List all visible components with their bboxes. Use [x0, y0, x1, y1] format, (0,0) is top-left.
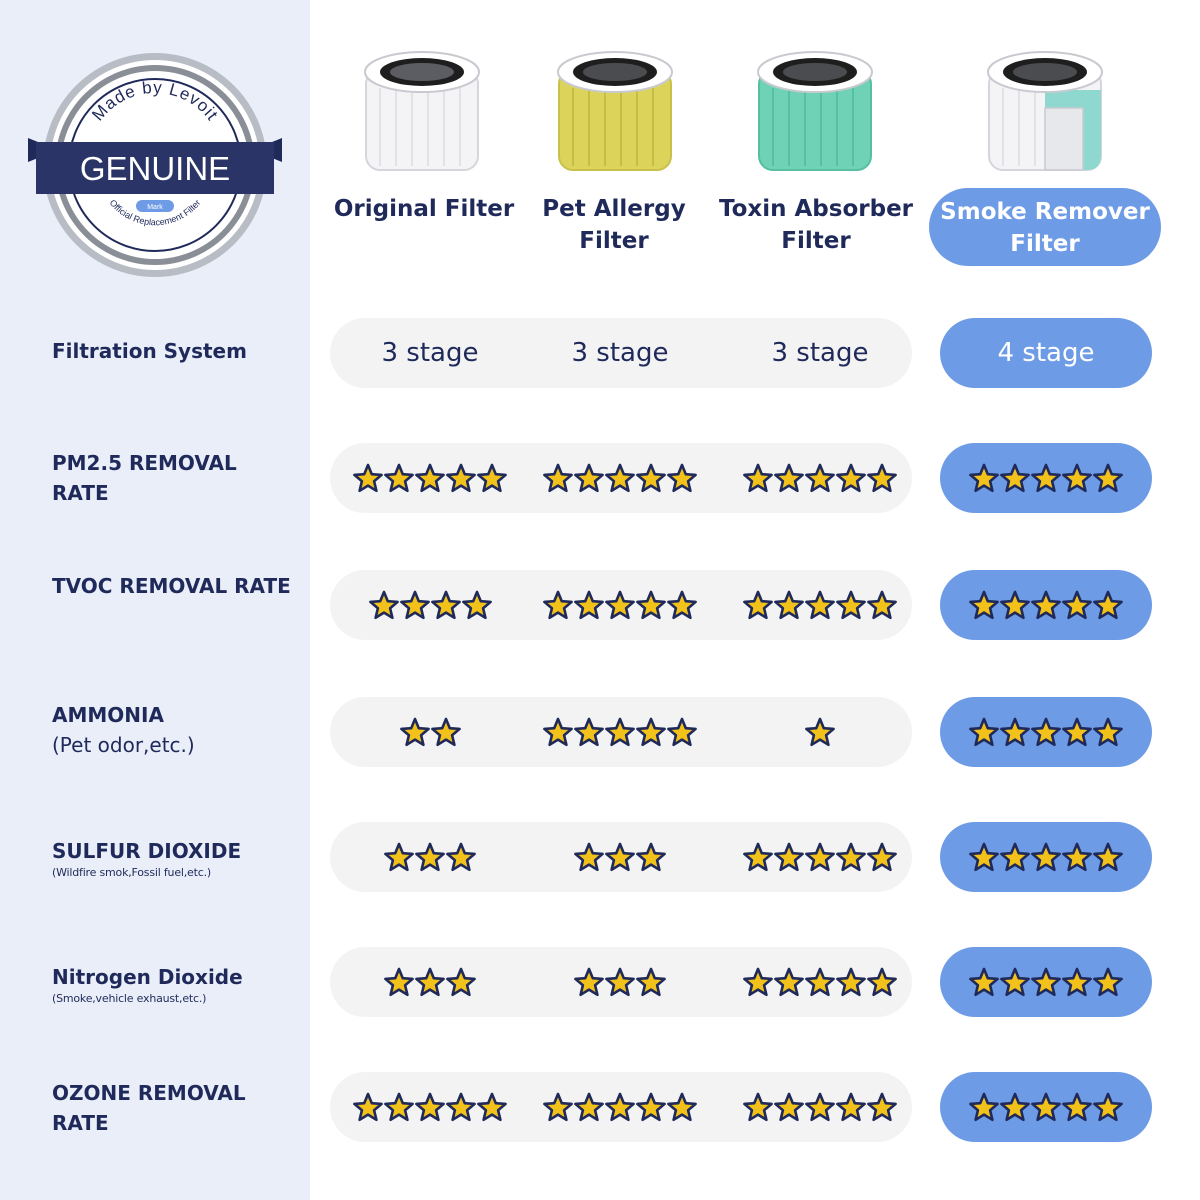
- star-icon: [805, 717, 835, 747]
- row-label: [52, 962, 302, 1006]
- star-icon: [969, 842, 999, 872]
- star-rating: [969, 967, 1123, 997]
- star-icon: [384, 463, 414, 493]
- star-icon: [805, 463, 835, 493]
- star-rating: [574, 967, 666, 997]
- star-icon: [1093, 717, 1123, 747]
- row-cell: [525, 1072, 715, 1142]
- star-rating: [369, 590, 492, 620]
- star-icon: [1093, 1092, 1123, 1122]
- star-icon: [1062, 590, 1092, 620]
- star-icon: [743, 842, 773, 872]
- badge-top-text: Made by Levoit: [88, 77, 223, 125]
- star-icon: [1062, 463, 1092, 493]
- row-label: [52, 571, 302, 601]
- column-title-pet-allergy: Pet Allergy Filter: [542, 196, 686, 254]
- original-filter-icon: [352, 48, 492, 183]
- star-icon: [636, 842, 666, 872]
- star-icon: [353, 463, 383, 493]
- row-cell: [525, 318, 715, 388]
- star-icon: [446, 842, 476, 872]
- star-icon: [867, 463, 897, 493]
- star-icon: [774, 967, 804, 997]
- star-icon: [1031, 967, 1061, 997]
- star-icon: [384, 967, 414, 997]
- genuine-badge: [28, 50, 282, 280]
- star-icon: [836, 1092, 866, 1122]
- star-icon: [574, 717, 604, 747]
- star-icon: [667, 463, 697, 493]
- stage-value: 4 stage: [997, 338, 1095, 368]
- star-icon: [446, 967, 476, 997]
- star-icon: [836, 590, 866, 620]
- row-cell: [335, 822, 525, 892]
- star-rating: [384, 967, 476, 997]
- star-icon: [836, 842, 866, 872]
- star-icon: [1000, 463, 1030, 493]
- row-label-subtitle: (Pet odor,etc.): [52, 733, 195, 757]
- star-icon: [543, 717, 573, 747]
- star-rating: [543, 1092, 697, 1122]
- row-cell: [951, 443, 1141, 513]
- star-icon: [1093, 967, 1123, 997]
- row-label-title: Nitrogen Dioxide: [52, 965, 243, 989]
- star-icon: [605, 842, 635, 872]
- star-icon: [1093, 842, 1123, 872]
- star-icon: [743, 463, 773, 493]
- row-label-subtitle: (Wildfire smok,Fossil fuel,etc.): [52, 866, 211, 879]
- star-icon: [1062, 842, 1092, 872]
- star-icon: [867, 1092, 897, 1122]
- badge-brand-text: Mark: [147, 204, 163, 211]
- star-icon: [415, 463, 445, 493]
- row-label-title: TVOC REMOVAL RATE: [52, 574, 291, 598]
- smoke-remover-filter-icon: [975, 48, 1115, 183]
- star-icon: [574, 590, 604, 620]
- column-title-toxin-absorber: Toxin Absorber Filter: [718, 196, 914, 254]
- pet-allergy-filter-icon: [545, 48, 685, 183]
- star-rating: [743, 842, 897, 872]
- star-icon: [1093, 463, 1123, 493]
- star-icon: [805, 842, 835, 872]
- star-icon: [805, 590, 835, 620]
- star-icon: [477, 463, 507, 493]
- row-label: [52, 836, 302, 880]
- star-icon: [1031, 717, 1061, 747]
- star-rating: [969, 1092, 1123, 1122]
- column-title-smoke-remover: Smoke Remover Filter: [929, 188, 1161, 266]
- star-icon: [1000, 717, 1030, 747]
- star-icon: [369, 590, 399, 620]
- star-rating: [574, 842, 666, 872]
- star-icon: [1000, 967, 1030, 997]
- star-icon: [774, 1092, 804, 1122]
- star-icon: [1031, 842, 1061, 872]
- star-icon: [969, 1092, 999, 1122]
- row-cell: [725, 443, 915, 513]
- star-icon: [805, 967, 835, 997]
- row-cell: [525, 443, 715, 513]
- star-icon: [415, 967, 445, 997]
- star-rating: [969, 463, 1123, 493]
- row-label-title: Filtration System: [52, 339, 247, 363]
- row-cell: [951, 697, 1141, 767]
- row-cell: [951, 1072, 1141, 1142]
- row-cell: [335, 1072, 525, 1142]
- star-icon: [477, 1092, 507, 1122]
- star-icon: [574, 1092, 604, 1122]
- star-icon: [805, 1092, 835, 1122]
- badge-sub-text: Official Replacement Filter: [107, 197, 203, 228]
- star-icon: [667, 717, 697, 747]
- star-icon: [574, 842, 604, 872]
- star-icon: [969, 590, 999, 620]
- row-cell: [725, 697, 915, 767]
- row-label: [52, 1078, 302, 1138]
- star-icon: [431, 590, 461, 620]
- star-icon: [1031, 1092, 1061, 1122]
- star-icon: [867, 842, 897, 872]
- star-icon: [353, 1092, 383, 1122]
- row-cell: [335, 443, 525, 513]
- column-title-original: Original Filter: [333, 196, 515, 222]
- star-icon: [384, 1092, 414, 1122]
- star-icon: [836, 967, 866, 997]
- row-label-title: PM2.5 REMOVAL RATE: [52, 451, 237, 505]
- star-icon: [743, 590, 773, 620]
- star-icon: [415, 1092, 445, 1122]
- star-icon: [543, 463, 573, 493]
- star-icon: [1000, 590, 1030, 620]
- star-icon: [462, 590, 492, 620]
- star-rating: [543, 463, 697, 493]
- star-rating: [543, 590, 697, 620]
- row-label-title: SULFUR DIOXIDE: [52, 839, 242, 863]
- star-icon: [400, 590, 430, 620]
- row-cell: [951, 947, 1141, 1017]
- star-icon: [667, 590, 697, 620]
- stage-value: 3 stage: [571, 338, 669, 368]
- star-rating: [400, 717, 461, 747]
- row-label-title: AMMONIA: [52, 703, 164, 727]
- star-icon: [774, 842, 804, 872]
- star-rating: [353, 1092, 507, 1122]
- row-cell: [335, 947, 525, 1017]
- star-icon: [636, 463, 666, 493]
- star-icon: [605, 967, 635, 997]
- star-icon: [636, 717, 666, 747]
- star-icon: [431, 717, 461, 747]
- star-icon: [636, 1092, 666, 1122]
- star-rating: [543, 717, 697, 747]
- star-icon: [1031, 590, 1061, 620]
- star-icon: [867, 967, 897, 997]
- star-icon: [415, 842, 445, 872]
- star-icon: [1093, 590, 1123, 620]
- row-cell: [725, 947, 915, 1017]
- star-icon: [543, 590, 573, 620]
- star-icon: [636, 967, 666, 997]
- star-icon: [774, 463, 804, 493]
- star-icon: [969, 967, 999, 997]
- row-label-title: OZONE REMOVAL RATE: [52, 1081, 246, 1135]
- row-cell: [725, 1072, 915, 1142]
- star-rating: [969, 842, 1123, 872]
- star-icon: [543, 1092, 573, 1122]
- row-cell: [951, 822, 1141, 892]
- star-rating: [969, 590, 1123, 620]
- star-rating: [743, 463, 897, 493]
- star-icon: [667, 1092, 697, 1122]
- row-label-subtitle: (Smoke,vehicle exhaust,etc.): [52, 992, 207, 1005]
- star-icon: [836, 463, 866, 493]
- toxin-absorber-filter-icon: [745, 48, 885, 183]
- star-icon: [969, 717, 999, 747]
- row-cell: [725, 570, 915, 640]
- star-icon: [574, 463, 604, 493]
- row-label: [52, 448, 302, 508]
- row-cell: [335, 570, 525, 640]
- star-icon: [1062, 717, 1092, 747]
- star-icon: [446, 463, 476, 493]
- star-icon: [969, 463, 999, 493]
- star-icon: [605, 1092, 635, 1122]
- star-icon: [636, 590, 666, 620]
- star-icon: [446, 1092, 476, 1122]
- star-icon: [605, 590, 635, 620]
- star-icon: [867, 590, 897, 620]
- row-cell: [725, 822, 915, 892]
- star-icon: [1062, 967, 1092, 997]
- star-rating: [969, 717, 1123, 747]
- star-icon: [400, 717, 430, 747]
- star-icon: [743, 1092, 773, 1122]
- star-rating: [384, 842, 476, 872]
- row-cell: [525, 697, 715, 767]
- row-cell: [525, 822, 715, 892]
- star-icon: [384, 842, 414, 872]
- row-label: [52, 700, 302, 760]
- star-icon: [1000, 842, 1030, 872]
- star-icon: [1031, 463, 1061, 493]
- badge-main-text: GENUINE: [79, 150, 231, 187]
- star-icon: [1000, 1092, 1030, 1122]
- star-rating: [805, 717, 835, 747]
- stage-value: 3 stage: [771, 338, 869, 368]
- stage-value: 3 stage: [381, 338, 479, 368]
- star-rating: [353, 463, 507, 493]
- star-rating: [743, 967, 897, 997]
- star-icon: [743, 967, 773, 997]
- row-cell: [525, 570, 715, 640]
- star-icon: [1062, 1092, 1092, 1122]
- row-cell: [951, 318, 1141, 388]
- row-cell: [951, 570, 1141, 640]
- star-icon: [574, 967, 604, 997]
- star-icon: [605, 717, 635, 747]
- row-label: [52, 336, 302, 366]
- row-cell: [335, 318, 525, 388]
- row-cell: [525, 947, 715, 1017]
- star-icon: [774, 590, 804, 620]
- row-cell: [335, 697, 525, 767]
- row-cell: [725, 318, 915, 388]
- star-rating: [743, 590, 897, 620]
- star-rating: [743, 1092, 897, 1122]
- star-icon: [605, 463, 635, 493]
